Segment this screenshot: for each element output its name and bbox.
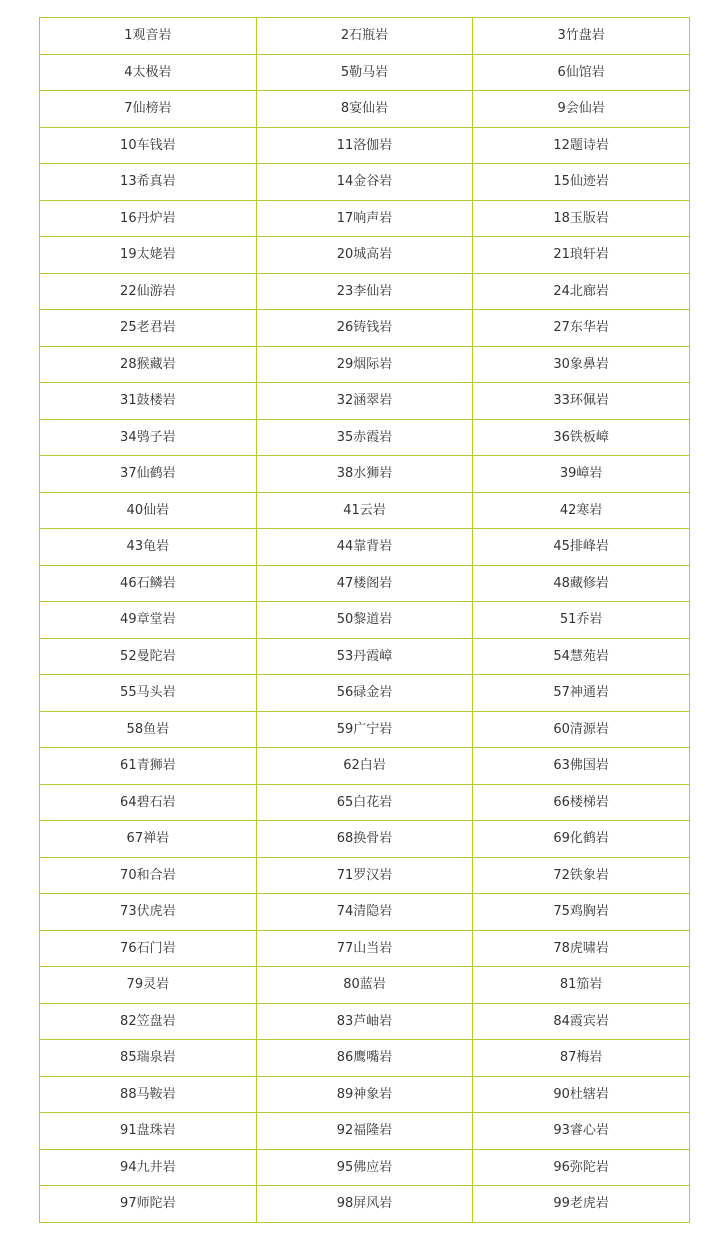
table-cell: 33环佩岩 xyxy=(473,383,690,420)
table-cell: 56碌金岩 xyxy=(256,675,473,712)
table-cell: 41云岩 xyxy=(256,492,473,529)
table-cell: 23李仙岩 xyxy=(256,273,473,310)
table-cell: 17响声岩 xyxy=(256,200,473,237)
table-cell: 80蓝岩 xyxy=(256,967,473,1004)
table-cell: 60清源岩 xyxy=(473,711,690,748)
table-cell: 64碧石岩 xyxy=(40,784,257,821)
table-cell: 49章堂岩 xyxy=(40,602,257,639)
table-cell: 85瑞泉岩 xyxy=(40,1040,257,1077)
table-cell: 96弥陀岩 xyxy=(473,1149,690,1186)
table-cell: 82笠盘岩 xyxy=(40,1003,257,1040)
table-row xyxy=(40,419,690,456)
table-cell: 84霞宾岩 xyxy=(473,1003,690,1040)
table-cell: 89神象岩 xyxy=(256,1076,473,1113)
table-cell: 4太极岩 xyxy=(40,54,257,91)
table-cell: 16丹炉岩 xyxy=(40,200,257,237)
table-row xyxy=(40,1076,690,1113)
table-row xyxy=(40,638,690,675)
table-cell: 76石门岩 xyxy=(40,930,257,967)
table-cell: 44靠背岩 xyxy=(256,529,473,566)
table-cell: 67禅岩 xyxy=(40,821,257,858)
table-row xyxy=(40,273,690,310)
table-row xyxy=(40,857,690,894)
table-cell: 83芦岫岩 xyxy=(256,1003,473,1040)
table-cell: 93睿心岩 xyxy=(473,1113,690,1150)
table-cell: 74清隐岩 xyxy=(256,894,473,931)
table-cell: 51乔岩 xyxy=(473,602,690,639)
rock-names-table xyxy=(39,17,690,1223)
table-cell: 54慧苑岩 xyxy=(473,638,690,675)
table-row xyxy=(40,383,690,420)
table-cell: 68换骨岩 xyxy=(256,821,473,858)
table-cell: 11洛伽岩 xyxy=(256,127,473,164)
table-cell: 3竹盘岩 xyxy=(473,18,690,55)
table-cell: 88马鞍岩 xyxy=(40,1076,257,1113)
table-cell: 62白岩 xyxy=(256,748,473,785)
table-cell: 25老君岩 xyxy=(40,310,257,347)
table-cell: 40仙岩 xyxy=(40,492,257,529)
table-cell: 24北廊岩 xyxy=(473,273,690,310)
table-cell: 14金谷岩 xyxy=(256,164,473,201)
table-cell: 58鱼岩 xyxy=(40,711,257,748)
table-cell: 22仙游岩 xyxy=(40,273,257,310)
table-cell: 52曼陀岩 xyxy=(40,638,257,675)
table-cell: 19太姥岩 xyxy=(40,237,257,274)
table-row xyxy=(40,91,690,128)
rock-names-sheet xyxy=(39,17,689,1223)
table-cell: 47楼阁岩 xyxy=(256,565,473,602)
table-row xyxy=(40,821,690,858)
table-cell: 59广宁岩 xyxy=(256,711,473,748)
table-cell: 90杜辖岩 xyxy=(473,1076,690,1113)
table-cell: 8宴仙岩 xyxy=(256,91,473,128)
table-cell: 69化鹤岩 xyxy=(473,821,690,858)
table-row xyxy=(40,1040,690,1077)
table-cell: 66楼梯岩 xyxy=(473,784,690,821)
table-row xyxy=(40,237,690,274)
table-cell: 65白花岩 xyxy=(256,784,473,821)
table-cell: 72铁象岩 xyxy=(473,857,690,894)
table-cell: 97师陀岩 xyxy=(40,1186,257,1223)
table-cell: 37仙鹤岩 xyxy=(40,456,257,493)
table-row xyxy=(40,346,690,383)
table-row xyxy=(40,748,690,785)
table-cell: 27东华岩 xyxy=(473,310,690,347)
table-cell: 70和合岩 xyxy=(40,857,257,894)
table-row xyxy=(40,456,690,493)
table-cell: 95佛应岩 xyxy=(256,1149,473,1186)
table-row xyxy=(40,127,690,164)
table-cell: 28猴藏岩 xyxy=(40,346,257,383)
table-cell: 30象鼻岩 xyxy=(473,346,690,383)
table-cell: 32涵翠岩 xyxy=(256,383,473,420)
table-cell: 92福隆岩 xyxy=(256,1113,473,1150)
table-cell: 79灵岩 xyxy=(40,967,257,1004)
table-cell: 71罗汉岩 xyxy=(256,857,473,894)
table-cell: 78虎啸岩 xyxy=(473,930,690,967)
table-cell: 42寒岩 xyxy=(473,492,690,529)
table-cell: 39嶂岩 xyxy=(473,456,690,493)
table-cell: 73伏虎岩 xyxy=(40,894,257,931)
table-cell: 75鸡胸岩 xyxy=(473,894,690,931)
table-cell: 63佛国岩 xyxy=(473,748,690,785)
table-row xyxy=(40,967,690,1004)
table-row xyxy=(40,492,690,529)
table-cell: 35赤霞岩 xyxy=(256,419,473,456)
table-row xyxy=(40,711,690,748)
rock-names-table-body xyxy=(40,18,690,1223)
table-cell: 18玉版岩 xyxy=(473,200,690,237)
table-row xyxy=(40,54,690,91)
table-cell: 55马头岩 xyxy=(40,675,257,712)
table-cell: 2石瓶岩 xyxy=(256,18,473,55)
table-cell: 1观音岩 xyxy=(40,18,257,55)
table-cell: 45排峰岩 xyxy=(473,529,690,566)
table-cell: 36铁板嶂 xyxy=(473,419,690,456)
table-cell: 6仙馆岩 xyxy=(473,54,690,91)
table-row xyxy=(40,565,690,602)
table-cell: 77山当岩 xyxy=(256,930,473,967)
table-cell: 86鹰嘴岩 xyxy=(256,1040,473,1077)
table-cell: 50黎道岩 xyxy=(256,602,473,639)
table-cell: 81笳岩 xyxy=(473,967,690,1004)
table-cell: 99老虎岩 xyxy=(473,1186,690,1223)
table-row xyxy=(40,164,690,201)
table-cell: 21琅轩岩 xyxy=(473,237,690,274)
table-cell: 57神通岩 xyxy=(473,675,690,712)
table-row xyxy=(40,675,690,712)
table-row xyxy=(40,200,690,237)
table-cell: 5勒马岩 xyxy=(256,54,473,91)
table-cell: 9会仙岩 xyxy=(473,91,690,128)
table-cell: 94九井岩 xyxy=(40,1149,257,1186)
table-cell: 46石鳞岩 xyxy=(40,565,257,602)
table-cell: 26铸钱岩 xyxy=(256,310,473,347)
table-cell: 98屏风岩 xyxy=(256,1186,473,1223)
table-cell: 7仙榜岩 xyxy=(40,91,257,128)
table-cell: 91盘珠岩 xyxy=(40,1113,257,1150)
table-cell: 61青狮岩 xyxy=(40,748,257,785)
table-row xyxy=(40,930,690,967)
table-row xyxy=(40,1149,690,1186)
table-row xyxy=(40,529,690,566)
table-row xyxy=(40,1113,690,1150)
table-cell: 31鼓楼岩 xyxy=(40,383,257,420)
table-cell: 20城高岩 xyxy=(256,237,473,274)
table-cell: 13希真岩 xyxy=(40,164,257,201)
table-row xyxy=(40,1003,690,1040)
table-cell: 38水狮岩 xyxy=(256,456,473,493)
table-row xyxy=(40,1186,690,1223)
table-row xyxy=(40,310,690,347)
table-cell: 43龟岩 xyxy=(40,529,257,566)
table-cell: 10车钱岩 xyxy=(40,127,257,164)
table-row xyxy=(40,18,690,55)
table-cell: 29烟际岩 xyxy=(256,346,473,383)
table-cell: 48藏修岩 xyxy=(473,565,690,602)
table-row xyxy=(40,784,690,821)
table-cell: 34鸮子岩 xyxy=(40,419,257,456)
table-cell: 15仙迹岩 xyxy=(473,164,690,201)
table-row xyxy=(40,894,690,931)
table-cell: 87梅岩 xyxy=(473,1040,690,1077)
table-row xyxy=(40,602,690,639)
table-cell: 12题诗岩 xyxy=(473,127,690,164)
table-cell: 53丹霞嶂 xyxy=(256,638,473,675)
